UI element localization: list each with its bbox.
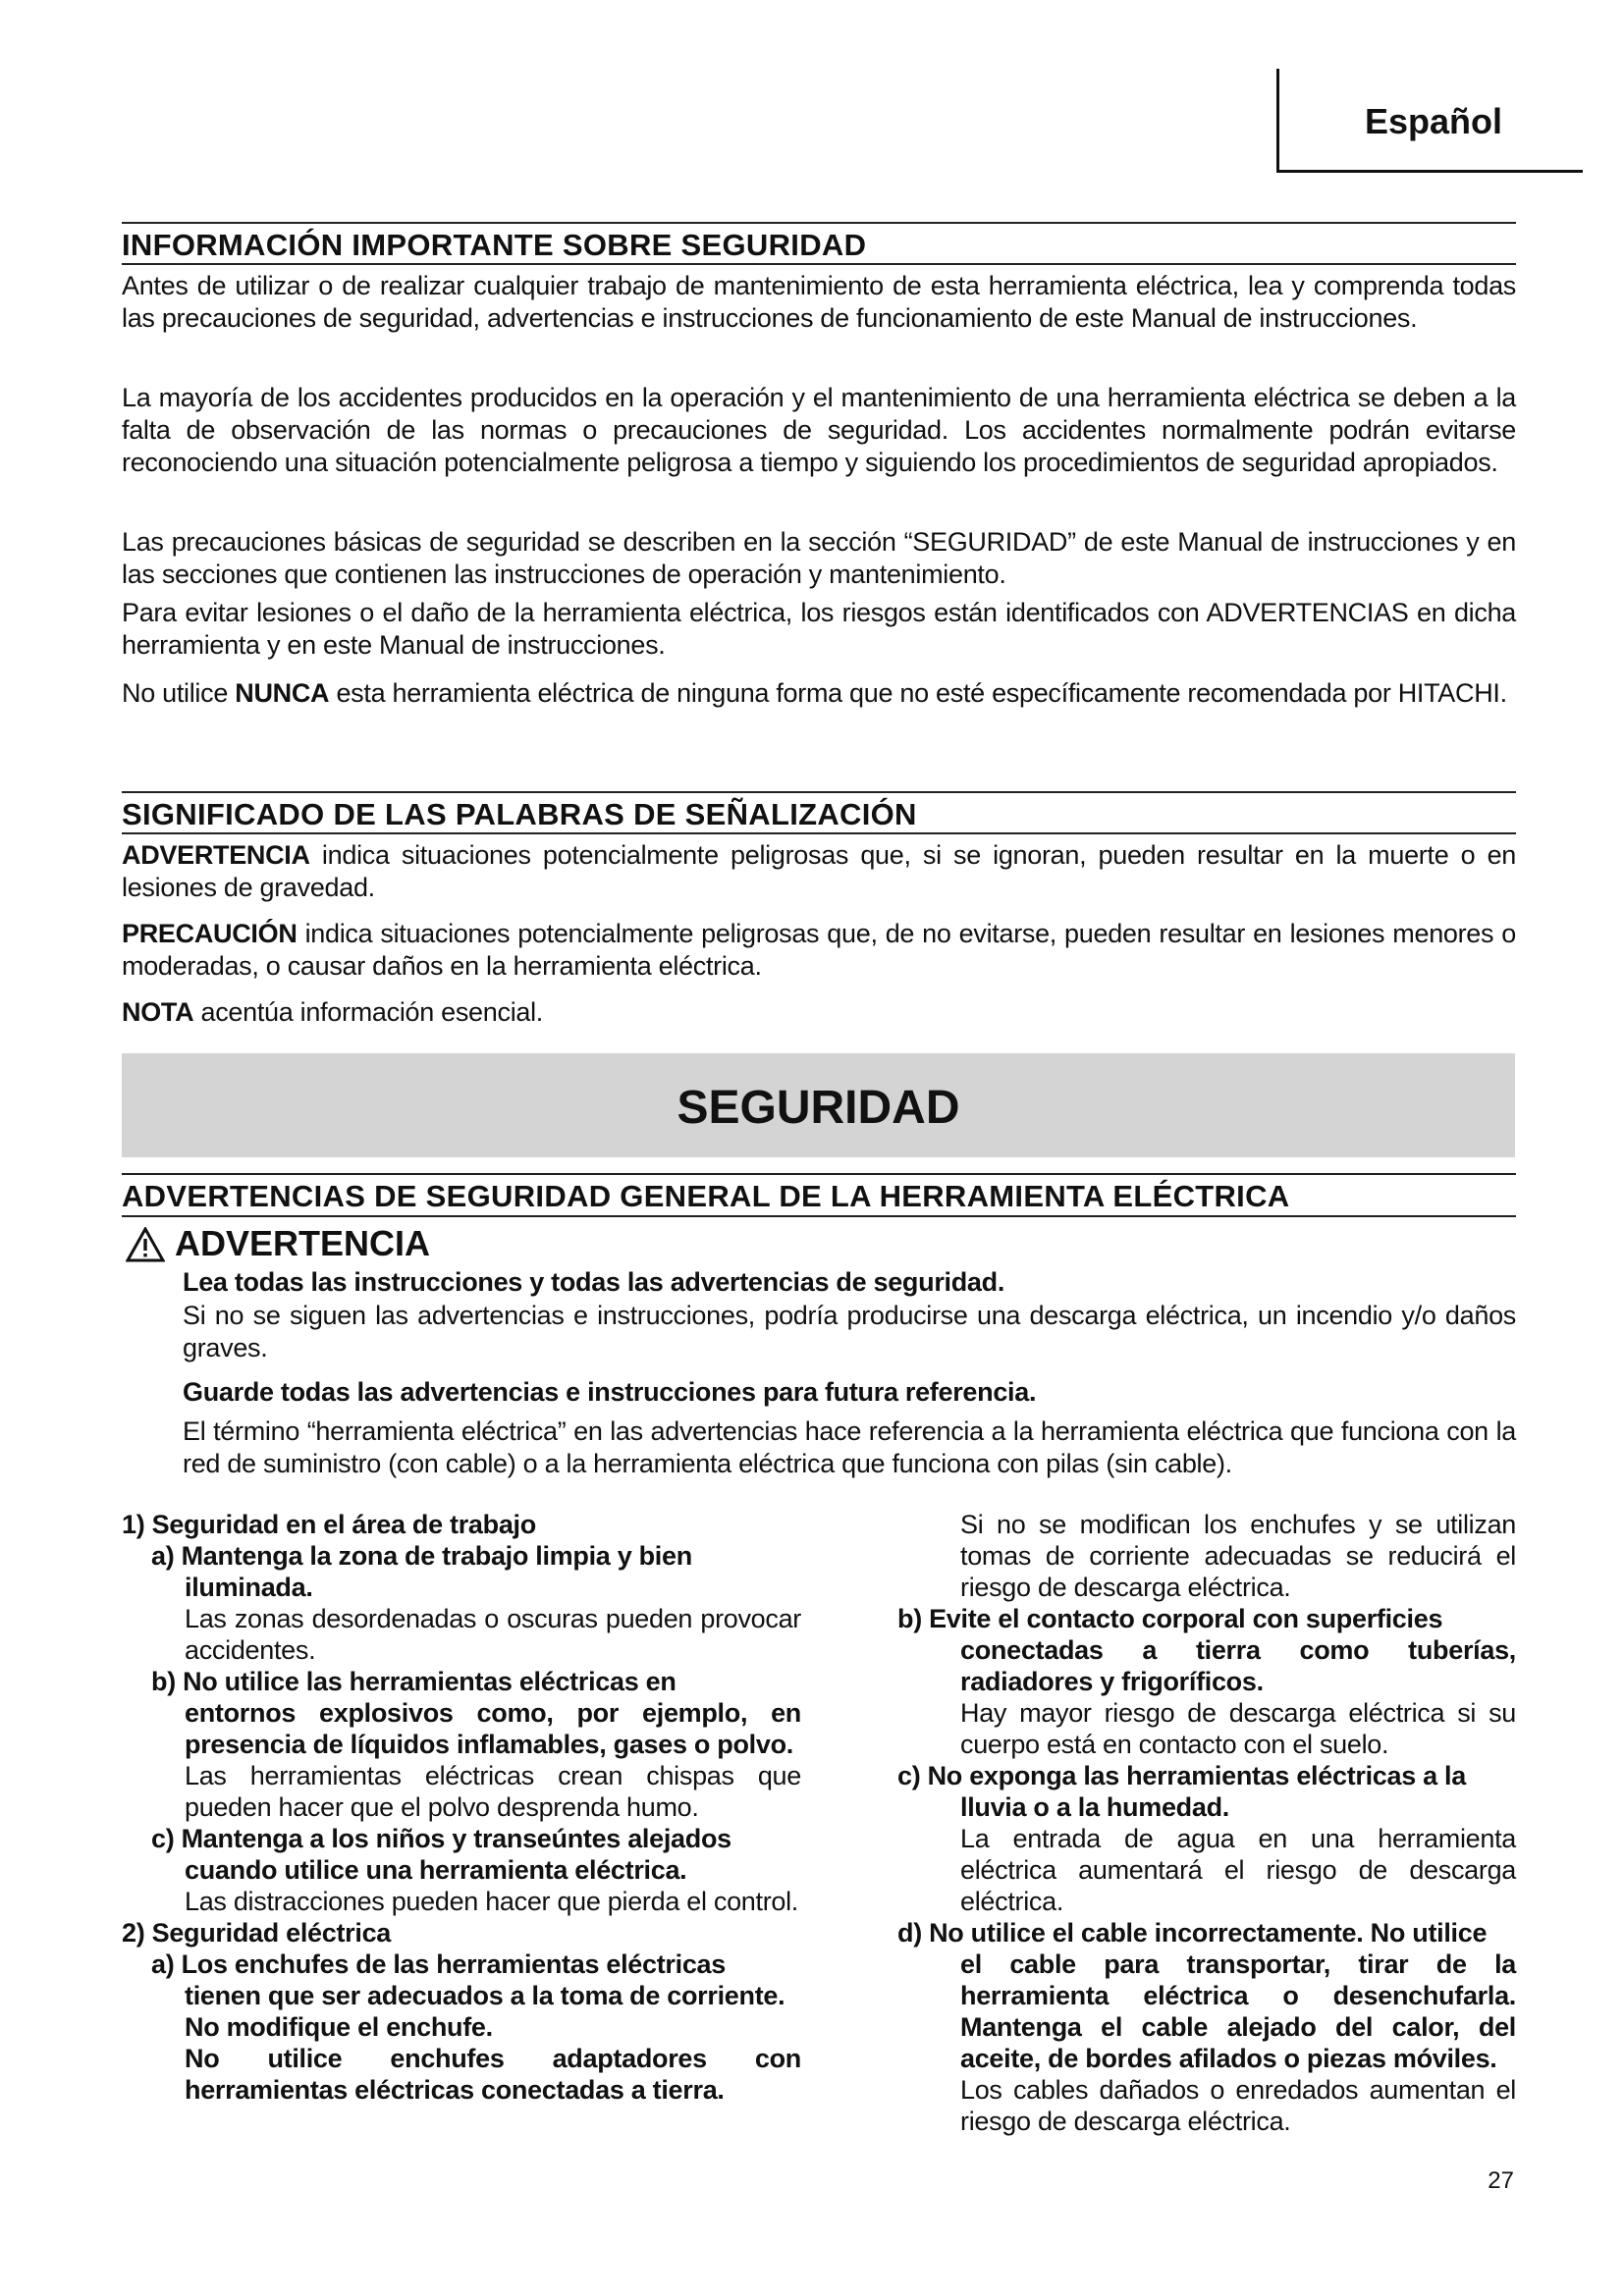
rule-heading: No exponga las herramientas eléctricas a la — [927, 1761, 1466, 1790]
rule-heading: conectadas a tierra como tuberías, radiadores y frigoríficos. — [960, 1635, 1516, 1696]
rule-text: Las distracciones pueden hacer que pierda el control. — [185, 1887, 799, 1916]
list-item — [897, 1917, 1516, 2137]
paragraph: La mayoría de los accidentes producidos en la operación y el mantenimiento de una herramienta eléctrica se deben a la falta de observación de las normas o precauciones de seguridad. Los accidentes normalmente podrán evitarse reconociendo una situación potencialmente peligrosa a tiempo y siguiendo los procedimientos de seguridad apropiados. — [122, 383, 1516, 477]
paragraph — [122, 677, 1516, 710]
rule-heading: Mantenga la zona de trabajo limpia y bien — [181, 1541, 692, 1571]
section-rule-top — [122, 791, 1516, 793]
rule-text: Hay mayor riesgo de descarga eléctrica si su cuerpo está en contacto con el suelo. — [960, 1698, 1516, 1759]
list-marker: c) — [897, 1761, 928, 1790]
list-marker: b) — [151, 1667, 184, 1696]
rule-text: Las herramientas eléctricas crean chispas que pueden hacer que el polvo desprenda humo. — [185, 1761, 801, 1822]
page-number: 27 — [1488, 2167, 1514, 2194]
text-run: No utilice — [122, 678, 236, 708]
warning-bold-line: Lea todas las instrucciones y todas las advertencias de seguridad. — [183, 1267, 1005, 1297]
signal-word-definition — [122, 839, 1516, 904]
section-rule-bottom — [122, 263, 1516, 265]
subsection-heading: 1) Seguridad en el área de trabajo — [122, 1510, 536, 1539]
rule-heading: No modifique el enchufe. — [185, 2012, 493, 2042]
warning-bold-line: Guarde todas las advertencias e instrucciones para futura referencia. — [183, 1377, 1037, 1407]
signal-word-definition — [122, 996, 1516, 1029]
text-run: acentúa información esencial. — [193, 997, 544, 1027]
text-run: esta herramienta eléctrica de ninguna forma que no esté específicamente recomendada por HITACHI. — [329, 678, 1507, 708]
paragraph: Antes de utilizar o de realizar cualquier trabajo de mantenimiento de esta herramienta eléctrica, lea y comprenda todas las precauciones de seguridad, advertencias e instrucciones de funcionamiento de este Manual de instrucciones. — [122, 271, 1516, 333]
paragraph: Si no se siguen las advertencias e instrucciones, podría producirse una descarga eléctrica, un incendio y/o daños graves. — [183, 1301, 1516, 1362]
paragraph: Las precauciones básicas de seguridad se describen en la sección “SEGURIDAD” de este Manual de instrucciones y en las secciones que contienen las instrucciones de operación y mantenimiento. — [122, 527, 1516, 589]
list-marker: a) — [151, 1949, 182, 1979]
rule-heading: No utilice enchufes adaptadores con herramientas eléctricas conectadas a tierra. — [185, 2044, 801, 2105]
right-column — [897, 1509, 1516, 2137]
rule-heading: el cable para transportar, tirar de la herramienta eléctrica o desenchufarla. Mantenga el cable alejado del calor, del aceite, de bordes afilados o piezas móviles. — [960, 1949, 1516, 2073]
rule-heading: lluvia o a la humedad. — [960, 1792, 1229, 1822]
list-item — [897, 1603, 1516, 1760]
rule-heading: iluminada. — [185, 1573, 313, 1602]
warning-triangle-icon — [126, 1227, 165, 1262]
list-marker: b) — [897, 1604, 930, 1633]
section-rule-top — [122, 222, 1516, 224]
section-rule-bottom — [122, 1215, 1516, 1217]
text-run: indica situaciones potencialmente peligrosas que, si se ignoran, pueden resultar en la muerte o en lesiones de gravedad. — [122, 840, 1516, 902]
list-marker: c) — [151, 1824, 182, 1853]
signal-word: NOTA — [122, 997, 194, 1027]
signal-word: ADVERTENCIA — [122, 840, 310, 870]
list-marker: d) — [897, 1918, 930, 1948]
subsection-heading: 2) Seguridad eléctrica — [122, 1918, 392, 1948]
rule-heading: Los enchufes de las herramientas eléctricas — [181, 1949, 726, 1979]
paragraph: Para evitar lesiones o el daño de la herramienta eléctrica, los riesgos están identificados con ADVERTENCIAS en dicha herramienta y en este Manual de instrucciones. — [122, 598, 1516, 660]
rule-heading: cuando utilice una herramienta eléctrica. — [185, 1855, 687, 1885]
list-item — [122, 1823, 801, 1917]
list-marker: a) — [151, 1541, 182, 1571]
list-item — [897, 1760, 1516, 1917]
rule-text: La entrada de agua en una herramienta eléctrica aumentará el riesgo de descarga eléctrica. — [960, 1824, 1516, 1916]
text-run: indica situaciones potencialmente peligrosas que, de no evitarse, pueden resultar en lesiones menores o moderadas, o causar daños en la herramienta eléctrica. — [122, 919, 1516, 981]
emphasis: NUNCA — [235, 678, 330, 708]
rule-heading: entornos explosivos como, por ejemplo, en presencia de líquidos inflamables, gases o polvo. — [185, 1698, 801, 1759]
rule-heading: No utilice las herramientas eléctricas en — [183, 1667, 677, 1696]
section-title-info: INFORMACIÓN IMPORTANTE SOBRE SEGURIDAD — [122, 228, 867, 262]
rule-heading: Mantenga a los niños y transeúntes alejados — [181, 1824, 731, 1853]
rule-text: Las zonas desordenadas o oscuras pueden provocar accidentes. — [185, 1604, 801, 1665]
section-rule-bottom — [122, 832, 1516, 834]
seguridad-banner — [122, 1053, 1515, 1157]
list-item — [122, 1666, 801, 1823]
language-tab-vertical-rule — [1276, 69, 1279, 173]
rule-text: Si no se modifican los enchufes y se utilizan tomas de corriente adecuadas se reducirá el riesgo de descarga eléctrica. — [960, 1510, 1516, 1602]
rule-heading: No utilice el cable incorrectamente. No utilice — [929, 1918, 1488, 1948]
section-title-general-warnings: ADVERTENCIAS DE SEGURIDAD GENERAL DE LA HERRAMIENTA ELÉCTRICA — [122, 1179, 1290, 1213]
signal-word: PRECAUCIÓN — [122, 919, 298, 948]
rule-heading: Evite el contacto corporal con superficies — [929, 1604, 1443, 1633]
list-item — [122, 1540, 801, 1666]
section-title-signal-words: SIGNIFICADO DE LAS PALABRAS DE SEÑALIZACIÓN — [122, 797, 917, 831]
language-label: Español — [1365, 101, 1503, 141]
section-rule-top — [122, 1173, 1516, 1175]
banner-title: SEGURIDAD — [677, 1082, 960, 1134]
language-tab-horizontal-rule — [1276, 170, 1583, 173]
paragraph: El término “herramienta eléctrica” en las advertencias hace referencia a la herramienta eléctrica que funciona con la red de suministro (con cable) o a la herramienta eléctrica que funciona con pilas (sin cable). — [183, 1416, 1516, 1478]
list-item — [122, 1949, 801, 2106]
signal-word-definition — [122, 918, 1516, 983]
warning-heading: ADVERTENCIA — [175, 1223, 431, 1263]
rule-heading: tienen que ser adecuados a la toma de corriente. — [185, 1981, 785, 2010]
rule-text: Los cables dañados o enredados aumentan el riesgo de descarga eléctrica. — [960, 2075, 1516, 2136]
left-column — [122, 1509, 801, 2106]
